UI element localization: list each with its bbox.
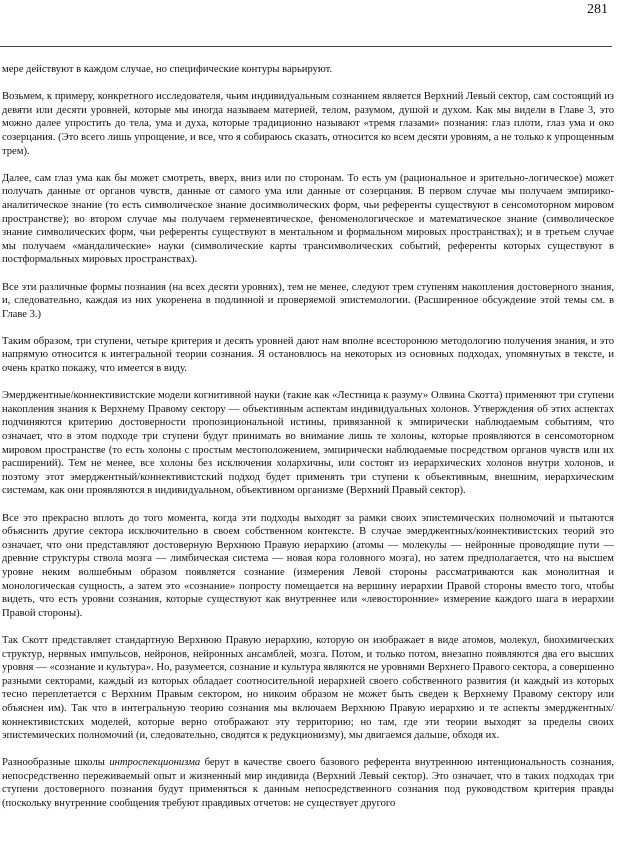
paragraph-9 [2,756,614,810]
paragraph-1: мере действуют в каждом случае, но специфические контуры варьируют. [2,64,333,75]
page-number: 281 [587,2,608,17]
paragraph-3: Далее, сам глаз ума как бы может смотреть, вверх, вниз или по сторонам. То есть ум (рациональное и зрительно-логическое) может получать данные от органов чувств, данные от самого ума или данные от созерцания. В первом случае мы получаем эмпирико-аналитическое знание (то есть символическое знание досимволических форм, чьи референты существуют в сенсомоторном мировом пространстве); во втором случае мы получаем герменевтическое, феноменологическое и математическое знание (символическое знание символических форм, чьи референты существуют в ментальном и формальном мировых пространствах); и в третьем случае мы получаем «мандалические» науки (символические карты трансимволических событий, референты которых существуют в постформальных мировых пространствах). [2,172,614,266]
paragraph-8: Так Скотт представляет стандартную Верхнюю Правую иерархию, которую он изображает в виде атомов, молекул, биохимических структур, нервных импульсов, нейронов, нейронных ансамблей, мозга. Потом, и только потом, внезапно появляются два его высших уровня — «сознание и культура». Но, разумеется, сознание и культура являются не уровнями Верхнего Правого сектора, а совершенно разными секторами, каждый из которых обладает соотносительной иерархией своего собственного развития (и каждый из которых тесно переплетается с Верхним Правым сектором, но никоим образом не может быть сведен к Верхнему Правому сектору или объяснен им). Так что в интегральную теорию сознания мы включаем Верхнюю Правую иерархию и те аспекты эмерджентных/коннективистских моделей, которые верно отображают эту территорию; но там, где эти теории выходят за пределы своих эпистемических полномочий (и, следовательно, сводятся к редукционизму), мы двигаемся дальше, обходя их. [2,634,614,742]
paragraph-2: Возьмем, к примеру, конкретного исследователя, чьим индивидуальным сознанием является Верхний Левый сектор, сам состоящий из девяти или десяти уровней, которые мы иногда называем материей, телом, разумом, душой и духом. Как мы видели в Главе 3, это можно далее упростить до тела, ума и духа, которые традиционно называют «тремя глазами» познания: глаз плоти, глаз ума и око созерцания. (Это всего лишь упрощение, и все, что я собираюсь сказать, относится ко всем десяти уровням, а не только к упрощенным трем). [2,91,614,157]
paragraph-5: Таким образом, три ступени, четыре критерия и десять уровней дают нам вполне всесторонюю методологию получения знания, и это напрямую относится к интегральной теории сознания. Я остановлюсь на некоторых из основных подходах, упомянутых в тексте, и очень кратко покажу, что имеется в виду. [2,335,614,375]
header-rule [0,46,612,47]
paragraph-9-emphasis: интроспекционизма [109,757,201,769]
paragraph-4: Все эти различные формы познания (на всех десяти уровнях), тем не менее, следуют трем ступеням накопления достоверного знания, и, следовательно, каждая из них укоренена в подлинной и проверяемой эпистемологии. (Расширенное обсуждение этой темы см. в Главе 3.) [2,281,614,320]
paragraph-7: Все это прекрасно вплоть до того момента, когда эти подходы выходят за рамки своих эпистемических полномочий и пытаются объяснить другие сектора исключительно в своем собственном контексте. В случае эмерджентных/коннективистских теорий это означает, что они представляют достоверную Верхнюю Правую иерархию (атомы — молекулы — нейронные проводящие пути — древние структуры ствола мозга — лимбическая система — новая кора головного мозга), но затем предполагается, что на высшем уровне неким волшебным образом появляется сознание (измерения Левой стороны рассматриваются как монолитная и монологическая сущность, а затем это «сознание» попросту помещается на вершину иерархии Правой стороны вместо того, чтобы видеть, что есть уровни сознания, которые существуют как внутреннее или «левосторонние» измерение каждого шага в иерархии Правой стороны). [2,512,614,619]
paragraph-6: Эмерджентные/коннективистские модели когнитивной науки (такие как «Лестница к разуму» Олвина Скотта) применяют три ступени накопления знания к Верхнему Правому сектору — объективным аспектам индивидуальных холонов. Утверждения об этих аспектах подчиняются критерию достоверности пропозициональной истины, привязанной к эмпирически наблюдаемым событиям, что означает, что в этом подходе три ступени будут принимать во внимание лишь те холоны, которые проявляются в сенсомоторном мировом пространстве (то есть холоны с простым местоположением, эмпирически наблюдаемые посредством органов чувств или их расширений). Тем не менее, все холоны без исключения холархичны, или состоят из иерархических холонов внутри холонов, и поэтому этот эмерджентный/коннективистский подход будет применять три ступени к объективным, внешним, иерархическим системам, как они проявляются в индивидуальном, объективном организме (Верхний Правый сектор). [2,390,614,497]
paragraph-9-rest: берут в качестве своего базового референта внутреннюю интенциональность сознания, непосредственно переживаемый опыт и жизненный мир индивида (Верхний Левый сектор). Это означает, что в таких подходах три ступени достоверного познания будут применяться к данным непосредственного сознания под руководством критерия правды (поскольку внутренние сообщения требуют правдивых отчетов: не существует другого [2,757,614,810]
page-body [2,63,614,824]
paragraph-9-start: Разнообразные школы [2,757,110,769]
